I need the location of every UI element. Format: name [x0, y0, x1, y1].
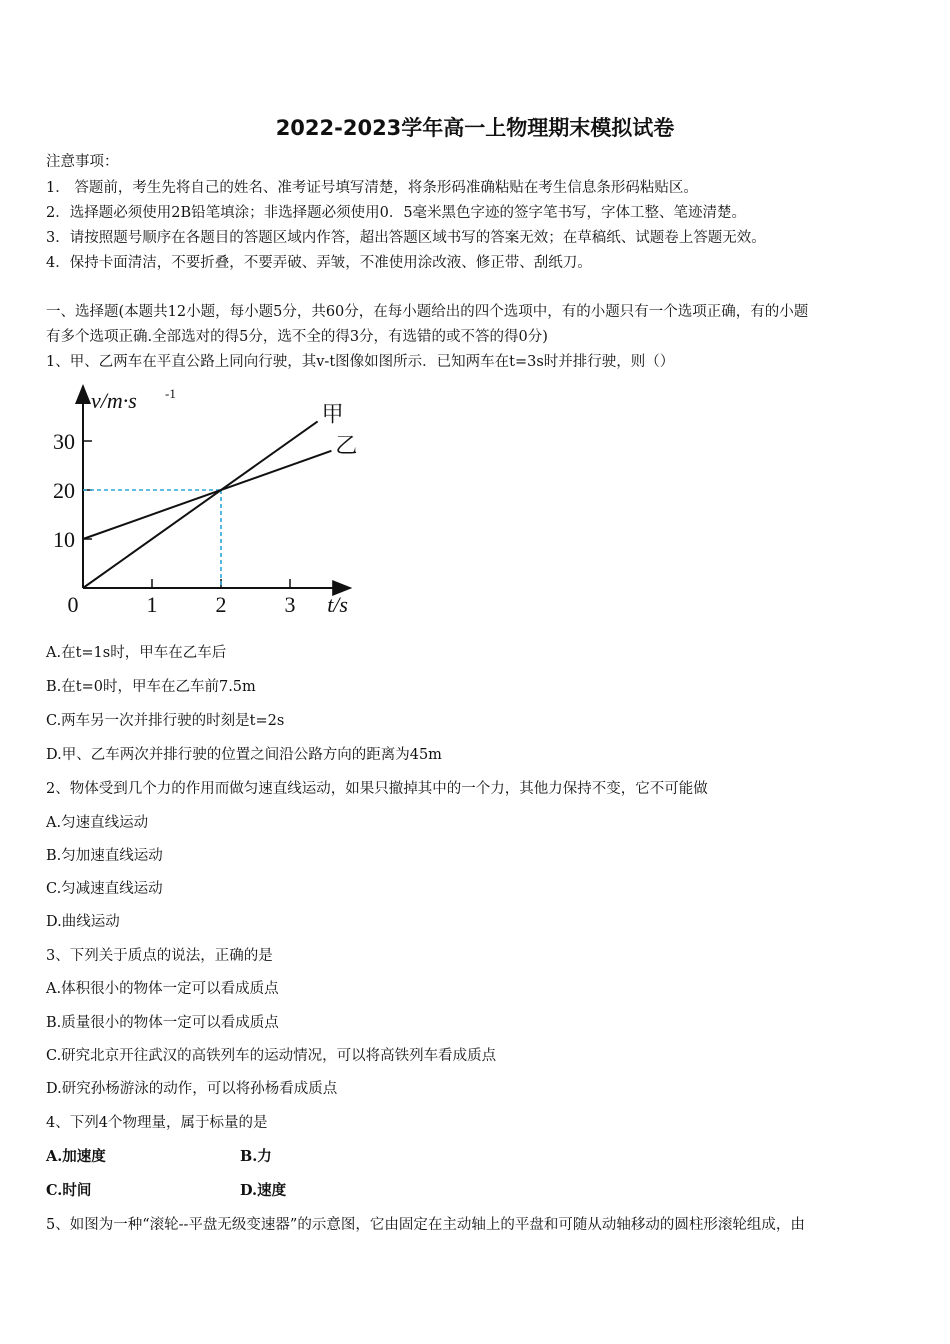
notice-heading: 注意事项：	[46, 154, 119, 170]
q1-option-d: D.甲、乙车两次并排行驶的位置之间沿公路方向的距离为45m	[46, 747, 442, 763]
y-axis-label-exponent: -1	[165, 386, 176, 401]
q3-stem: 3、下列关于质点的说法，正确的是	[46, 948, 273, 964]
x-tick-label: 2	[215, 592, 227, 617]
q2-option-b: B.匀加速直线运动	[46, 848, 163, 864]
section-instructions-line2: 有多个选项正确.全部选对的得5分，选不全的得3分，有选错的或不答的得0分)	[46, 329, 548, 345]
series-label-2: 乙	[335, 432, 358, 458]
vt-chart	[40, 378, 380, 628]
x-tick-label: 3	[284, 592, 296, 617]
origin-label: 0	[67, 592, 79, 617]
q4-option-c: C.时间	[46, 1182, 92, 1199]
q1-option-c: C.两车另一次并排行驶的时刻是t=2s	[46, 713, 285, 729]
y-tick-label: 20	[53, 478, 75, 503]
page-title: 2022-2023学年高一上物理期末模拟试卷	[275, 116, 675, 140]
q2-option-a: A.匀速直线运动	[46, 815, 149, 831]
q1-option-b: B.在t=0时，甲车在乙车前7.5m	[46, 679, 256, 695]
q2-option-c: C.匀减速直线运动	[46, 881, 163, 897]
series-label-1: 甲	[321, 401, 344, 427]
section-instructions-line1: 一、选择题(本题共12小题，每小题5分，共60分，在每小题给出的四个选项中，有的小题只有一个选项正确，有的小题	[46, 304, 809, 320]
q4-stem: 4、下列4个物理量，属于标量的是	[46, 1115, 268, 1131]
q1-option-a: A.在t=1s时，甲车在乙车后	[46, 645, 227, 661]
q3-option-c: C.研究北京开往武汉的高铁列车的运动情况，可以将高铁列车看成质点	[46, 1048, 497, 1064]
series-line-2	[83, 451, 331, 539]
q2-stem: 2、物体受到几个力的作用而做匀速直线运动，如果只撤掉其中的一个力，其他力保持不变，它不可能做	[46, 781, 708, 797]
q1-stem: 1、甲、乙两车在平直公路上同向行驶，其v-t图像如图所示．已知两车在t=3s时并排行驶，则（）	[46, 354, 675, 370]
y-axis-label: v/m·s	[91, 388, 137, 413]
y-tick-label: 10	[53, 527, 75, 552]
x-axis-label: t/s	[327, 592, 348, 617]
q4-option-a: A.加速度	[46, 1148, 106, 1165]
x-tick-label: 1	[146, 592, 158, 617]
q3-option-a: A.体积很小的物体一定可以看成质点	[46, 981, 279, 997]
notice-item-3: 3．请按照题号顺序在各题目的答题区域内作答，超出答题区域书写的答案无效；在草稿纸、试题卷上答题无效。	[46, 230, 766, 246]
notice-item-4: 4．保持卡面清洁，不要折叠，不要弄破、弄皱，不准使用涂改液、修正带、刮纸刀。	[46, 255, 592, 271]
notice-item-2: 2．选择题必须使用2B铅笔填涂；非选择题必须使用0．5毫米黑色字迹的签字笔书写，字体工整、笔迹清楚。	[46, 205, 747, 221]
y-tick-label: 30	[53, 429, 75, 454]
q3-option-b: B.质量很小的物体一定可以看成质点	[46, 1015, 279, 1031]
series-line-1	[83, 421, 318, 588]
q2-option-d: D.曲线运动	[46, 914, 120, 930]
notice-item-1: 1． 答题前，考生先将自己的姓名、准考证号填写清楚，将条形码准确粘贴在考生信息条形码粘贴区。	[46, 180, 698, 196]
q4-option-b: B.力	[240, 1148, 272, 1165]
q3-option-d: D.研究孙杨游泳的动作，可以将孙杨看成质点	[46, 1081, 338, 1097]
q4-option-d: D.速度	[240, 1182, 287, 1199]
q5-stem: 5、如图为一种“滚轮--平盘无级变速器”的示意图，它由固定在主动轴上的平盘和可随从动轴移动的圆柱形滚轮组成，由	[46, 1217, 805, 1233]
